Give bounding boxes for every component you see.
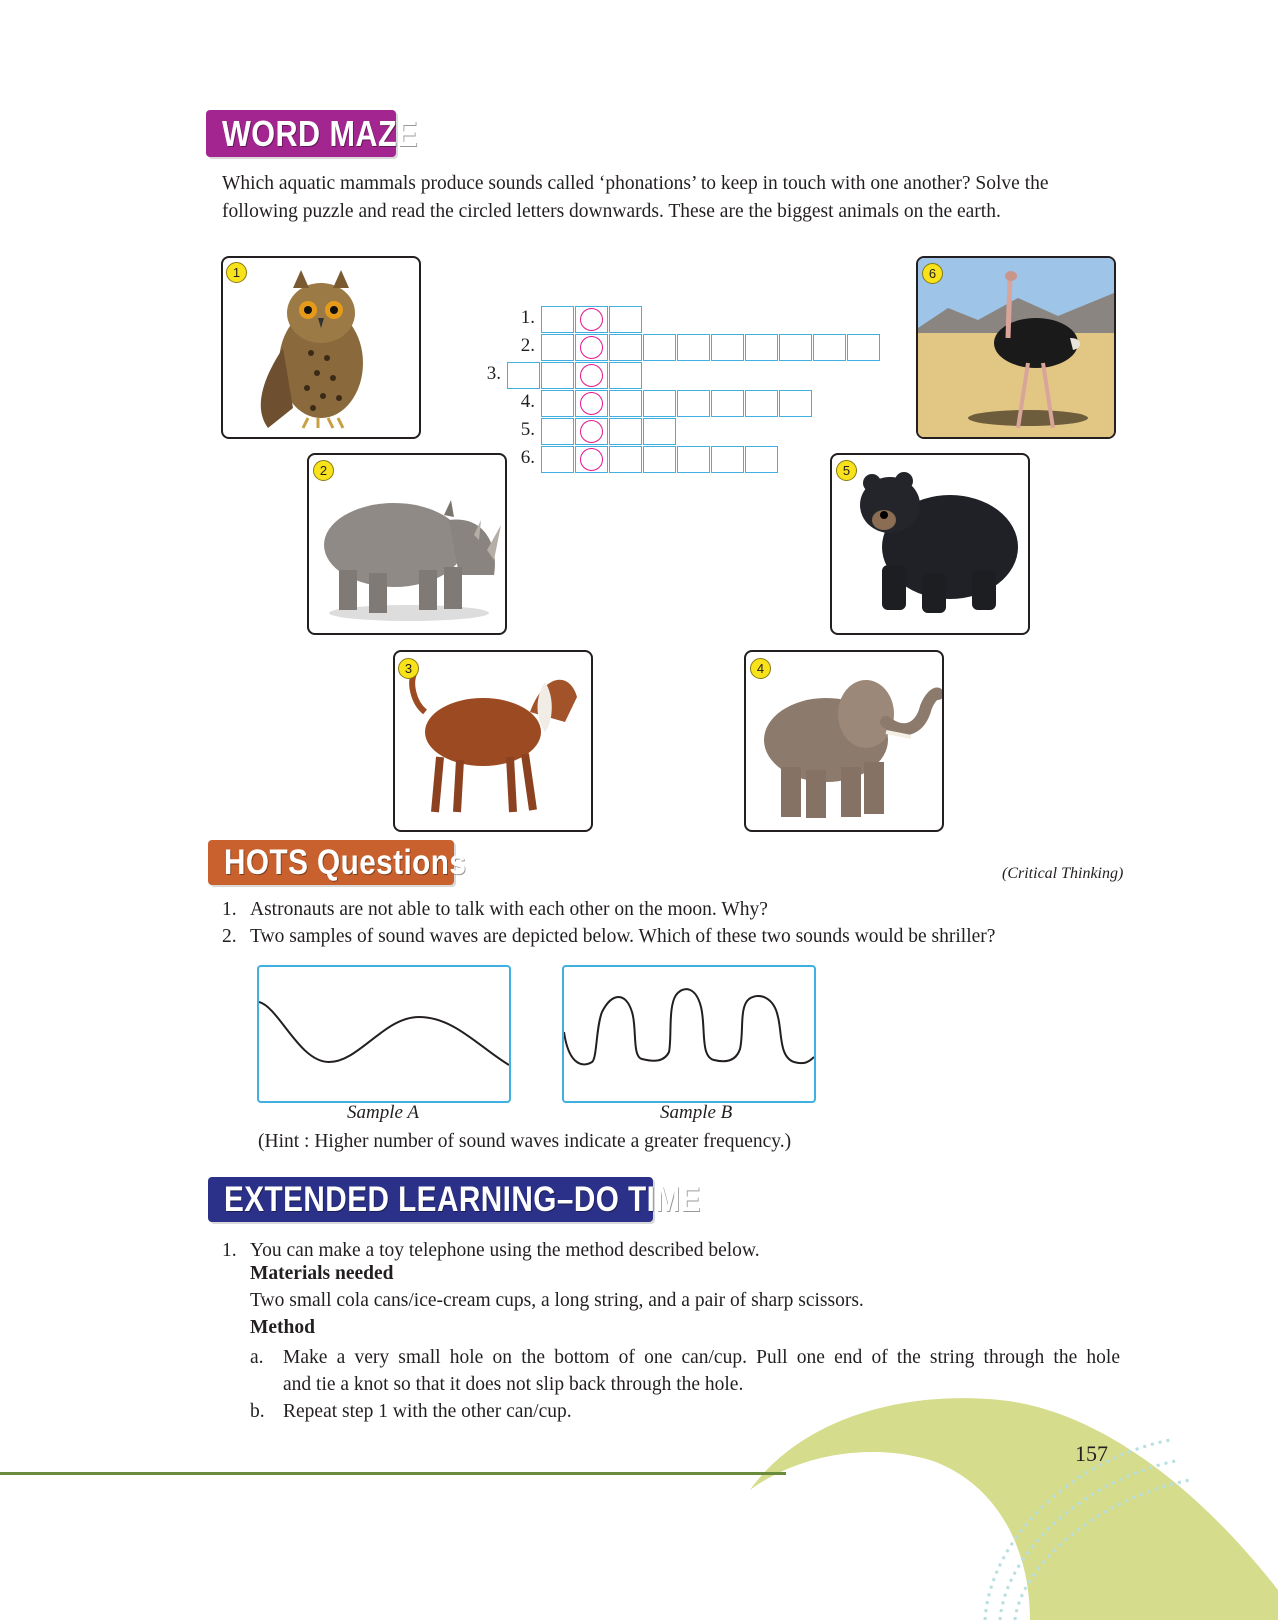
grid-row-label: 5. (520, 419, 535, 440)
extended-item-1 (222, 1237, 1102, 1264)
hots-banner (208, 840, 467, 885)
word-maze-banner (206, 110, 418, 157)
extended-learning-banner (208, 1177, 701, 1222)
sample-b-box (562, 965, 816, 1103)
materials-heading: Materials needed (250, 1263, 394, 1284)
step-a-line-2: and tie a knot so that it does not slip back through the hole. (283, 1374, 744, 1395)
extended-item-number: 1. (222, 1240, 237, 1261)
grid-cell[interactable] (609, 306, 642, 333)
step-b-label: b. (250, 1401, 265, 1422)
grid-row-label: 3. (486, 363, 501, 384)
picture-number-3: 3 (398, 658, 419, 679)
sample-a-label: Sample A (347, 1102, 419, 1123)
grid-cell[interactable] (609, 418, 642, 445)
grid-cell[interactable] (677, 446, 710, 473)
hots-question-1-number: 1. (222, 899, 237, 920)
word-maze-title: WORD MAZE (222, 113, 418, 154)
intro-line-2: following puzzle and read the circled letters downwards. These are the biggest animals on the earth. (222, 201, 1001, 222)
circled-letter-ring (580, 420, 603, 443)
circled-letter-ring (580, 336, 603, 359)
picture-bear (830, 453, 1030, 635)
picture-owl (221, 256, 421, 439)
picture-ostrich (916, 256, 1116, 439)
hots-question-1 (222, 896, 1102, 923)
picture-elephant (744, 650, 944, 832)
grid-row-label: 4. (520, 391, 535, 412)
elephant-illustration (746, 652, 942, 830)
grid-cell[interactable] (507, 362, 540, 389)
picture-rhinoceros (307, 453, 507, 635)
grid-cell[interactable] (541, 334, 574, 361)
picture-goat (393, 650, 593, 832)
step-b-text: Repeat step 1 with the other can/cup. (283, 1401, 572, 1422)
critical-thinking-tag: (Critical Thinking) (1002, 865, 1124, 882)
extended-learning-title: EXTENDED LEARNING–DO TIME (224, 1180, 701, 1219)
picture-number-5: 5 (836, 460, 857, 481)
grid-cell[interactable] (609, 390, 642, 417)
footer-rule (0, 1472, 786, 1475)
method-heading: Method (250, 1317, 315, 1338)
grid-cell[interactable] (609, 334, 642, 361)
grid-cell[interactable] (711, 446, 744, 473)
hots-question-2-text: Two samples of sound waves are depicted below. Which of these two sounds would be shriller? (250, 926, 996, 947)
grid-cell[interactable] (813, 334, 846, 361)
extended-item-text: You can make a toy telephone using the method described below. (250, 1240, 760, 1261)
method-step-b (250, 1398, 1120, 1425)
grid-cell[interactable] (609, 362, 642, 389)
grid-cell[interactable] (677, 390, 710, 417)
method-step-a (250, 1344, 1120, 1398)
picture-number-2: 2 (313, 460, 334, 481)
ostrich-illustration (918, 258, 1114, 437)
grid-cell[interactable] (745, 334, 778, 361)
grid-cell[interactable] (745, 390, 778, 417)
grid-cell[interactable] (643, 334, 676, 361)
hots-title: HOTS Questions (224, 843, 467, 882)
picture-number-4: 4 (750, 658, 771, 679)
intro-line-1: Which aquatic mammals produce sounds called ‘phonations’ to keep in touch with one another? Solve the (222, 173, 1049, 194)
circled-letter-ring (580, 448, 603, 471)
hint-text: (Hint : Higher number of sound waves indicate a greater frequency.) (258, 1131, 792, 1152)
picture-number-6: 6 (922, 263, 943, 284)
hots-question-2-number: 2. (222, 926, 237, 947)
sample-b-label: Sample B (660, 1102, 733, 1123)
grid-row-label: 6. (520, 447, 535, 468)
step-a-line-1: Make a very small hole on the bottom of one can/cup. Pull one end of the string through the hole (283, 1347, 1120, 1368)
step-a-label: a. (250, 1347, 264, 1368)
grid-cell[interactable] (609, 446, 642, 473)
grid-cell[interactable] (541, 446, 574, 473)
goat-illustration (395, 652, 591, 830)
grid-cell[interactable] (643, 446, 676, 473)
grid-cell[interactable] (541, 418, 574, 445)
grid-cell[interactable] (847, 334, 880, 361)
grid-cell[interactable] (541, 362, 574, 389)
sample-a-box (257, 965, 511, 1103)
circled-letter-ring (580, 308, 603, 331)
circled-letter-ring (580, 364, 603, 387)
grid-cell[interactable] (643, 418, 676, 445)
grid-cell[interactable] (779, 390, 812, 417)
materials-text: Two small cola cans/ice-cream cups, a long string, and a pair of sharp scissors. (250, 1290, 864, 1311)
page-number: 157 (1075, 1441, 1108, 1466)
grid-cell[interactable] (711, 334, 744, 361)
word-maze-intro (222, 170, 1122, 226)
grid-cell[interactable] (711, 390, 744, 417)
owl-illustration (223, 258, 419, 437)
grid-row-label: 1. (520, 307, 535, 328)
grid-cell[interactable] (541, 306, 574, 333)
circled-letter-ring (580, 392, 603, 415)
sample-a-wave (259, 967, 509, 1101)
grid-cell[interactable] (643, 390, 676, 417)
sample-b-wave (564, 967, 814, 1101)
grid-cell[interactable] (779, 334, 812, 361)
grid-cell[interactable] (541, 390, 574, 417)
picture-number-1: 1 (226, 262, 247, 283)
grid-row-label: 2. (520, 335, 535, 356)
bear-illustration (832, 455, 1028, 633)
hots-question-2 (222, 923, 1102, 950)
hots-question-1-text: Astronauts are not able to talk with each other on the moon. Why? (250, 899, 768, 920)
grid-cell[interactable] (677, 334, 710, 361)
grid-cell[interactable] (745, 446, 778, 473)
rhinoceros-illustration (309, 455, 505, 633)
